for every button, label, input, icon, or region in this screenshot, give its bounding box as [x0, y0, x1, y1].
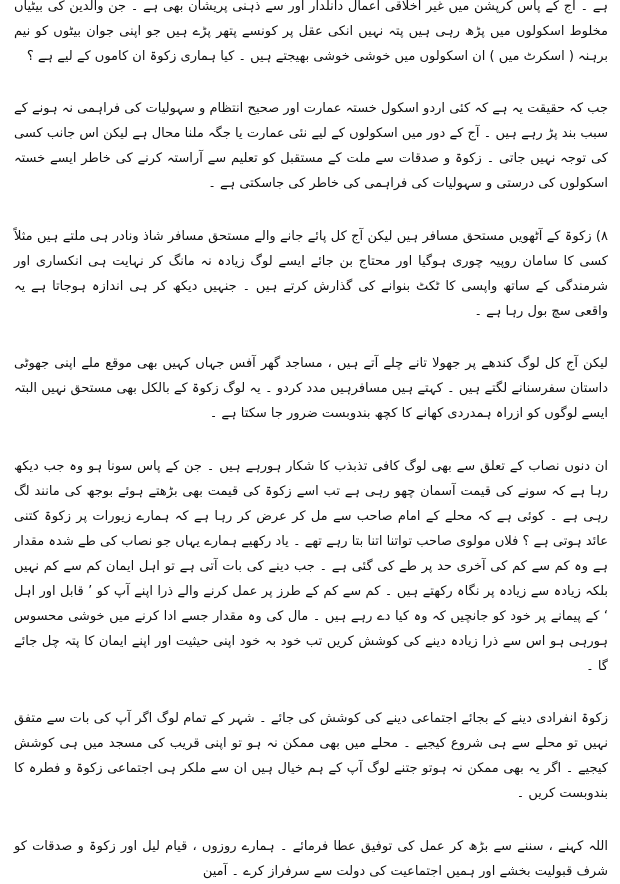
paragraph-collective-zakat: زکوۃ انفرادی دینے کے بجائے اجتماعی دینے کی کوشش کی جائے ۔ شہر کے تمام لوگ اگر آپ کی بات سے متفق نہیں تو محلے سے ہی شروع کیجیے ۔ محلے میں بھی ممکن نہ ہو تو اپنی قریب کی مسجد میں ہی کوشش کیجیے ۔ اگر یہ بھی ممکن نہ ہوتو جتنے لوگ آپ کے ہم خیال ہیں ان سے ملکر ہی اجتماعی زکوۃ و فطرہ کا بندوبست کریں ۔ — [14, 711, 608, 801]
paragraph-travellers: ۸) زکوۃ کے آٹھویں مستحق مسافر ہیں لیکن آج کل پائے جانے والے مستحق مسافر شاذ ونادر ہی ملتے ہیں مثلاً کسی کا سامان روپیہ چوری ہوگیا اور محتاج بن جائے ایسے لوگ زیادہ نہ مانگ کر نہایت ہی انکساری اور شرمندگی کے ساتھ واپسی کا ٹکٹ بنوانے کی گذارش کرتے ہیں ۔ جنہیں دیکھ کر ہی اندازہ ہوجاتا ہے یہ واقعی سچ بول رہا ہے ۔ — [14, 229, 608, 319]
paragraph-closing-prayer: اللہ کہنے ، سننے سے بڑھ کر عمل کی توفیق عطا فرمائے ۔ ہمارے روزوں ، قیام لیل اور زکوۃ و صدقات کو شرف قبولیت بخشے اور ہمیں اجتماعیت کی دولت سے سرفراز کرے ۔ آمین — [14, 839, 608, 879]
paragraph-nisab: ان دنوں نصاب کے تعلق سے بھی لوگ کافی تذبذب کا شکار ہورہے ہیں ۔ جن کے پاس سونا ہو وہ جب دیکھ رہا ہے کہ سونے کی قیمت آسمان چھو رہی ہے تب اسے زکوۃ کی قیمت بھی بڑھتے ہوئے بوجھ کی مانند لگ رہی ہے ۔ کوئی ہے کہ محلے کے امام صاحب سے مل کر عرض کر رہا ہے کہ ہمارے زیورات پر زکوۃ کتنی عائد ہوتی ہے ؟ فلاں مولوی صاحب تواتنا اتنا بتا رہے تھے ۔ یاد رکھیے ہمارے یہاں جو نصاب کی طے شدہ مقدار ہے وہ کم سے کم کی آخری حد پر طے کی گئی ہے ۔ جب دینے کی بات آتی ہے تو اہل ایمان کم سے کم نہیں بلکہ زیادہ سے زیادہ پر نگاہ رکھتے ہیں ۔ کم سے کم کے طرز پر عمل کرنے والے ذرا اپنے آپ کو ’ قابل اور اہل ‘ کے پیمانے پر خود کو جانچیں کہ وہ کیا دے رہے ہیں ۔ مال کی وہ مقدار جسے ادا کرنے میں خوشی محسوس ہورہی ہو اس سے ذرا زیادہ دینے کی کوشش کریں تب خود بہ خود اپنی حیثیت اور اپنے ایمان کا پتہ چل جائے گا ۔ — [14, 459, 608, 674]
paragraph-false-travellers: لیکن آج کل لوگ کندھے پر جھولا تانے چلے آتے ہیں ، مساجد گھر آفس جہاں کہیں بھی موقع ملے اپنی جھوٹی داستان سفرسنانے لگتے ہیں ۔ کہتے ہیں مسافرہیں مدد کردو ۔ یہ لوگ زکوۃ کے بالکل بھی مستحق نہیں البتہ ایسے لوگوں کو ازراہ ہمدردی کھانے کا کچھ بندوبست ضرور جا سکتا ہے ۔ — [14, 356, 608, 421]
paragraph-urdu-schools: جب کہ حقیقت یہ ہے کہ کئی اردو اسکول خستہ عمارت اور صحیح انتظام و سہولیات کی فراہمی نہ ہونے کے سبب بند پڑ رہے ہیں ۔ آج کے دور میں اسکولوں کے لیے نئی عمارت یا جگہ ملنا محال ہے لیکن اس جانب کسی کی توجہ نہیں جاتی ۔ زکوۃ و صدقات سے ملت کے مستقبل کو تعلیم سے آراستہ کرنے کی خاطر ایسے خستہ اسکولوں کی درستی و سہولیات کی فراہمی کی خاطر کی جاسکتی ہے ۔ — [14, 101, 608, 191]
paragraph-school-concern: ہے ۔ آج کے پاس کرپشن میں غیر اخلاقی اعمال دانلدار اور سے ذہنی پریشان بھی ہے ۔ جن والدین کی بیٹیاں مخلوط اسکولوں میں پڑھ رہی ہیں پتہ نہیں انکی عقل پر کونسے پتھر پڑے ہیں جو اپنی جوان بیٹوں کو نیم برہنہ ( اسکرٹ میں ) ان اسکولوں میں خوشی خوشی بھیجتے ہیں ۔ کیا ہماری زکوۃ ان کاموں کے لیے ہے ؟ — [14, 0, 608, 64]
